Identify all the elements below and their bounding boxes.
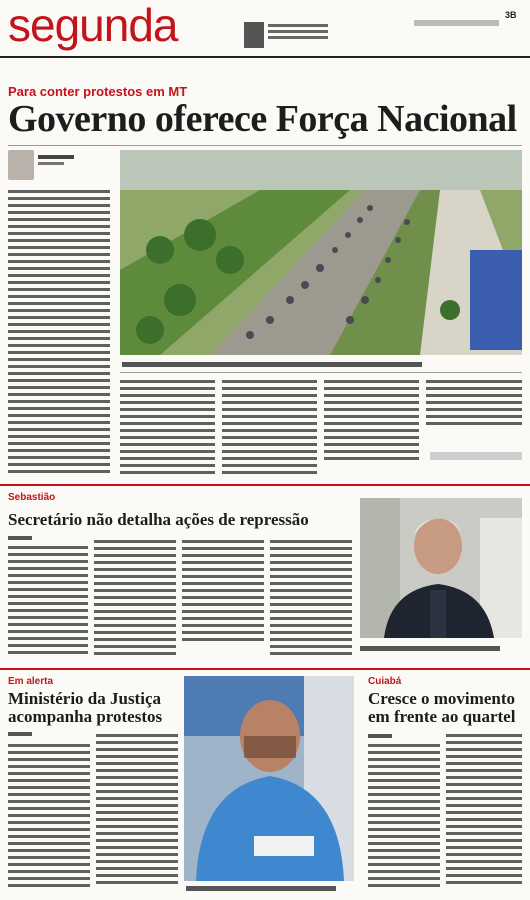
story3-byline: [8, 732, 32, 736]
aerial-protest-photo: [120, 150, 522, 355]
story4-headline-line1: Cresce o movimento: [368, 689, 515, 708]
lead-column-3: [222, 380, 317, 480]
lead-column-5: [426, 380, 522, 440]
dateline-bar: [414, 20, 499, 26]
section-divider-2: [0, 668, 530, 670]
lead-column-2: [120, 380, 215, 480]
logo-text-lines: [268, 24, 328, 42]
story2-byline: [8, 536, 32, 540]
story2-headline: Secretário não detalha ações de repressão: [8, 510, 309, 529]
lead-photo-caption: [122, 362, 422, 367]
lead-column-1: [8, 190, 110, 475]
story4-byline: [368, 734, 392, 738]
promo-box: [430, 452, 522, 460]
story3-headline: [8, 690, 162, 726]
story4-headline-line2: em frente ao quartel: [368, 706, 516, 726]
story3-column-1: [8, 744, 90, 894]
story4-column-1: [368, 744, 440, 894]
masthead-rule: [0, 56, 530, 58]
story4-kicker: Cuiabá: [368, 676, 402, 687]
story2-column-4: [270, 540, 352, 664]
lead-kicker: Para conter protestos em MT: [8, 84, 188, 99]
section-divider-1: [0, 484, 530, 486]
columnist-name: [38, 155, 74, 159]
story3-headline-line2: acompanha protestos: [8, 706, 163, 726]
ministry-photo-caption: [186, 886, 336, 891]
section-title: segunda: [8, 0, 178, 51]
secretary-photo: [360, 498, 522, 638]
page-number: 3B: [505, 10, 517, 20]
secretary-photo-caption: [360, 646, 500, 651]
caption-rule: [120, 372, 522, 373]
story2-column-3: [182, 540, 264, 650]
story3-kicker: Em alerta: [8, 676, 54, 687]
story2-column-1: [8, 546, 88, 664]
story2-column-2: [94, 540, 176, 664]
lead-column-4: [324, 380, 419, 480]
story3-column-2: [96, 734, 178, 894]
lead-headline: Governo oferece Força Nacional: [8, 98, 517, 140]
columnist-role: [38, 162, 64, 165]
lead-divider: [8, 145, 522, 146]
columnist-photo: [8, 150, 34, 180]
story2-kicker: Sebastião: [8, 492, 56, 503]
story3-headline-line1: Ministério da Justiça: [8, 689, 161, 708]
newspaper-logo-icon: [244, 22, 264, 48]
ministry-photo: [184, 676, 354, 881]
story4-column-2: [446, 734, 522, 894]
story4-headline: [368, 690, 515, 726]
